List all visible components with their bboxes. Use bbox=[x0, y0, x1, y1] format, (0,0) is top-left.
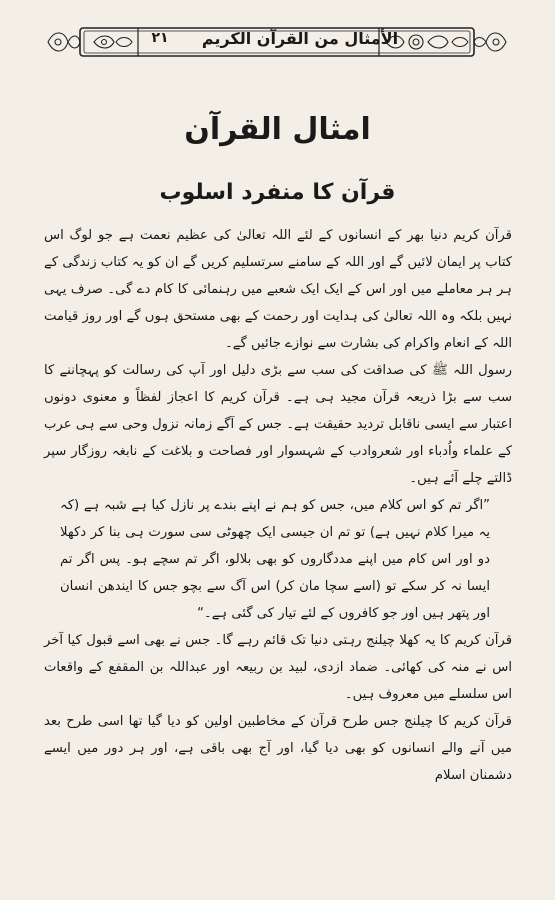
paragraph: رسول اللہ ﷺ کی صداقت کی سب سے بڑی دلیل اور آپ کی رسالت کو پہچاننے کا سب سے بڑا ذریعہ قرآن مجید ہی ہے۔ قرآن کریم کا اعجاز لفظاً و معنوی دونوں اعتبار سے ایسی ناقابل تردید حقیقت ہے۔ جس کے آگے زمانہ نزول وحی سے ہی عرب کے علماء واُدباء اور شعروادب کے شہسوار اور فصاحت و بلاغت کے نابغہ روزگار سپر ڈالتے چلے آئے ہیں۔ bbox=[44, 363, 512, 486]
chapter-title: امثال القرآن bbox=[184, 112, 371, 147]
quoted-verse: ”اگر تم کو اس کلام میں، جس کو ہم نے اپنے بندے پر نازل کیا ہے شبہ ہے (کہ یہ میرا کلام نہیں ہے) تو تم ان جیسی ایک چھوٹی سی سورت ہی بنا کر دکھلا دو اور اس کام میں اپنے مددگاروں کو بھی بلالو، اگر تم سچے ہو۔ پس اگر تم ایسا نہ کر سکے تو (اسے سچا مان کر) اس آگ سے بچو جس کا ایندھن انسان اور پتھر ہیں اور جو کافروں کے لئے تیار کی گئی ہے۔“ bbox=[60, 498, 490, 621]
body-text bbox=[44, 222, 512, 789]
running-title: الأمثال من القرآن الكريم bbox=[201, 29, 399, 48]
page-header bbox=[46, 22, 508, 62]
paragraph: قرآن کریم کا چیلنج جس طرح قرآن کے مخاطبین اولین کو دیا گیا تھا اسی طرح بعد میں آنے والے انسانوں کو بھی دیا گیا، اور آج بھی باقی ہے، اور ہر دور میں ایسے دشمنان اسلام bbox=[44, 714, 512, 783]
section-heading: قرآن کا منفرد اسلوب bbox=[159, 180, 396, 205]
page-number: ٢١ bbox=[151, 30, 169, 46]
paragraph: قرآن کریم دنیا بھر کے انسانوں کے لئے اللہ تعالیٰ کی عظیم نعمت ہے جو لوگ اس کتاب پر ایمان لائیں گے اور اللہ کے سامنے سرتسلیم کریں گے ان کو یہ کتاب زندگی کے ہر ہر معاملے میں اور اس کے ایک ایک شعبے میں رہنمائی کا کام دے گی۔ صرف یہی نہیں بلکہ وہ اللہ تعالیٰ کی ہدایت اور رحمت کے بھی مستحق ہوں گے اور روز قیامت اللہ کے انعام واکرام کی بشارت سے نوازے جائیں گے۔ bbox=[44, 228, 512, 351]
paragraph: قرآن کریم کا یہ کھلا چیلنج رہتی دنیا تک قائم رہے گا۔ جس نے بھی اسے قبول کیا آخر اس نے منہ کی کھائی۔ ضماد ازدی، لبید بن ربیعہ اور عبداللہ بن المقفع کے واقعات اس سلسلے میں معروف ہیں۔ bbox=[44, 633, 512, 702]
